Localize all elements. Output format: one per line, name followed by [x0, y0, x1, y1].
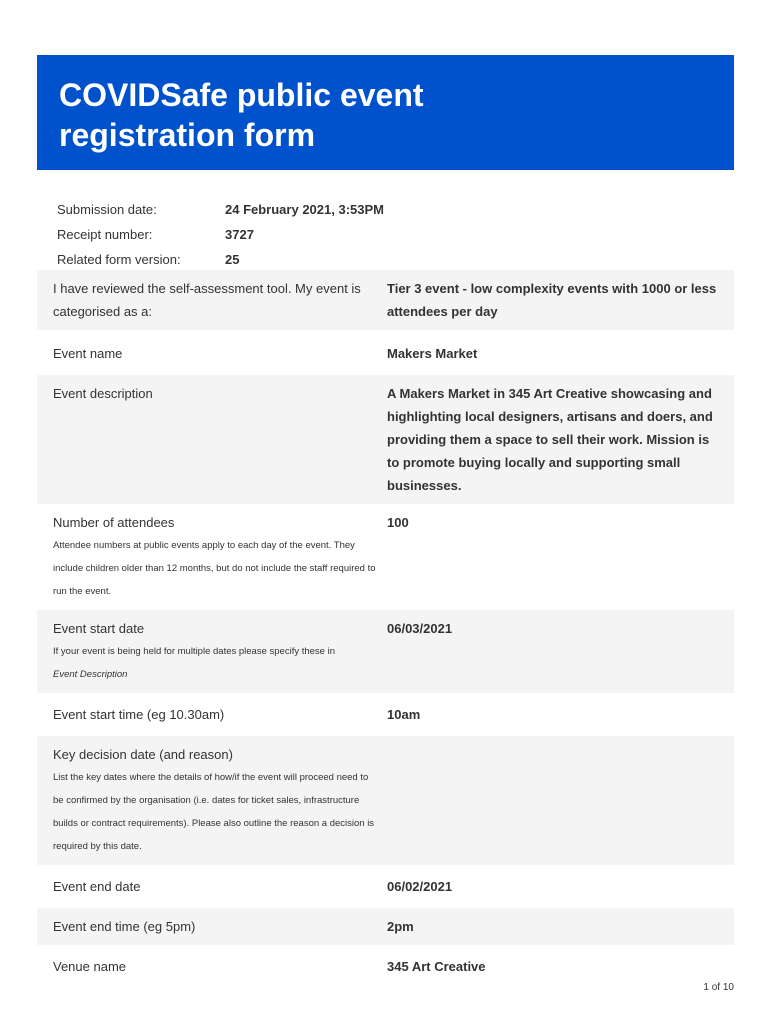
field-label: Event end date [53, 879, 141, 894]
field-start-time [37, 693, 734, 736]
field-value: 06/03/2021 [387, 621, 453, 636]
field-hint: Attendee numbers at public events apply to each day of the event. They include children older than 12 months, but do not include the staff required to run the event. [53, 540, 376, 597]
field-hint: List the key dates where the details of how/if the event will proceed need to be confirmed by the organisation (i.e. dates for ticket sales, infrastructure builds or contract requirements). Please also outline the reason a decision is required by this date. [53, 772, 375, 852]
field-event-description [37, 375, 734, 504]
field-label: Event name [53, 346, 123, 361]
meta-label: Related form version: [57, 252, 181, 267]
field-attendees [37, 504, 734, 610]
field-label: Event end time (eg 5pm) [53, 919, 196, 934]
page-title: COVIDSafe public event registration form [59, 77, 424, 153]
submission-meta [57, 197, 717, 272]
meta-label: Receipt number: [57, 227, 153, 242]
meta-row-receipt-number [57, 222, 717, 247]
field-label: Event description [53, 386, 153, 401]
field-venue [37, 945, 734, 985]
field-value: 100 [387, 515, 409, 530]
field-label: Venue name [53, 959, 127, 974]
field-value: Makers Market [387, 346, 478, 361]
field-value: A Makers Market in 345 Art Creative showcasing and highlighting local designers, artisans and doers, and providing them a space to sell their work. Mission is to promote buying locally and supporting small businesses. [387, 386, 713, 493]
meta-label: Submission date: [57, 202, 157, 217]
meta-value: 25 [225, 252, 240, 267]
form-fields [37, 270, 734, 985]
field-value [387, 743, 718, 858]
field-value: 2pm [387, 919, 414, 934]
field-value: 06/02/2021 [387, 879, 453, 894]
field-value: 10am [387, 707, 421, 722]
meta-value: 3727 [225, 227, 254, 242]
field-hint-emphasis: Event Description [53, 669, 128, 680]
field-event-name [37, 330, 734, 375]
meta-row-form-version [57, 247, 717, 272]
field-end-date [37, 865, 734, 908]
field-key-decision [37, 736, 734, 865]
field-value: 345 Art Creative [387, 959, 486, 974]
field-end-time [37, 908, 734, 945]
field-value: Tier 3 event - low complexity events with 1000 or less attendees per day [387, 281, 717, 319]
form-header [37, 55, 734, 170]
field-label: Event start time (eg 10.30am) [53, 707, 225, 722]
page-number: 1 of 10 [703, 982, 734, 993]
field-label: Key decision date (and reason) [53, 747, 233, 762]
field-label: Number of attendees [53, 515, 175, 530]
field-label: I have reviewed the self-assessment tool. My event is categorised as a: [53, 281, 361, 319]
meta-value: 24 February 2021, 3:53PM [225, 202, 384, 217]
field-hint: If your event is being held for multiple dates please specify these in [53, 646, 335, 657]
field-tier [37, 270, 734, 330]
meta-row-submission-date [57, 197, 717, 222]
field-label: Event start date [53, 621, 145, 636]
field-start-date [37, 610, 734, 693]
